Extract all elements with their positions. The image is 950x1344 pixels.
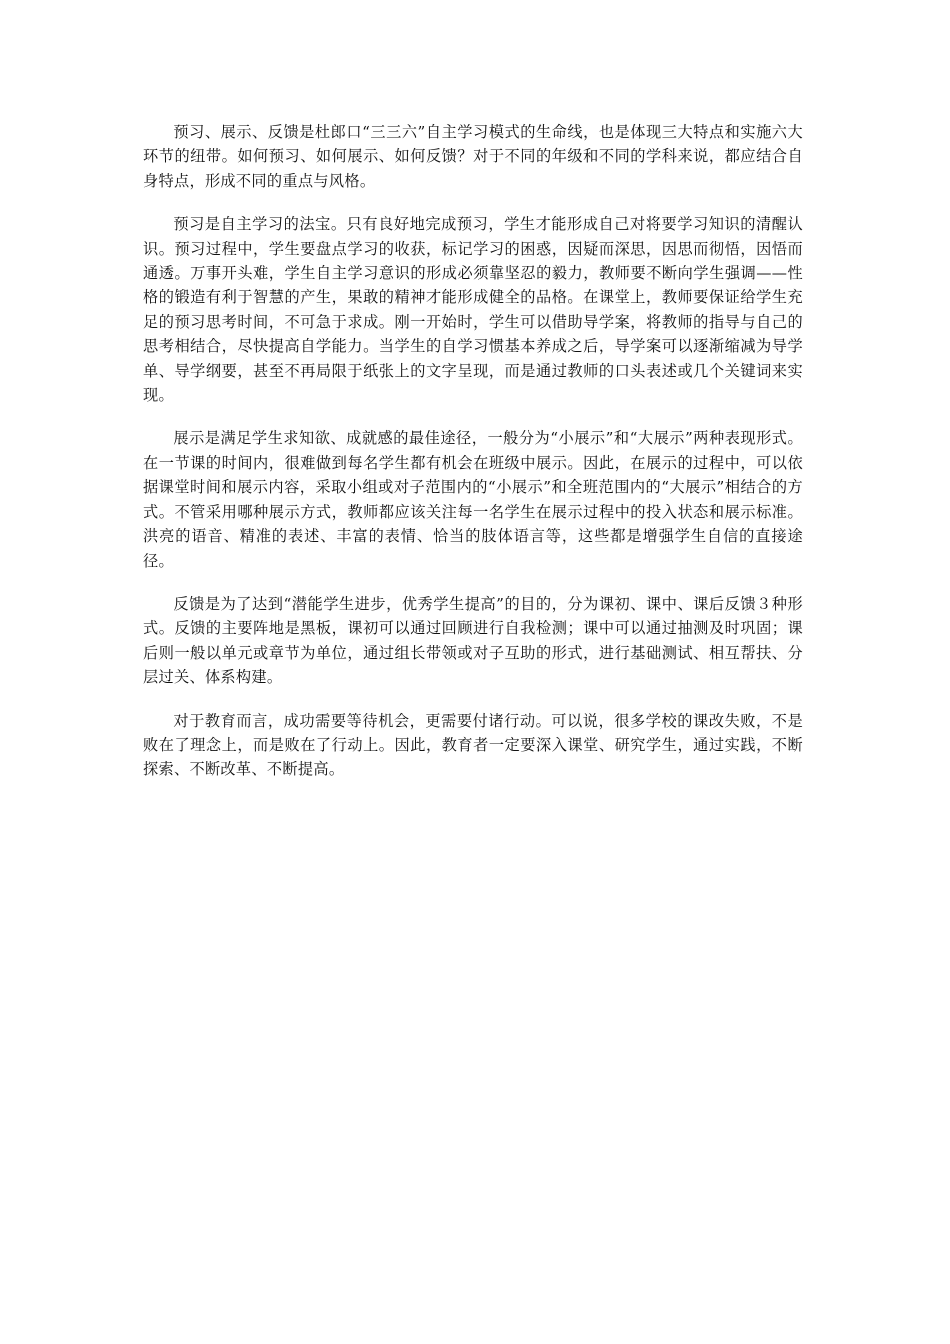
article-body <box>143 120 803 801</box>
paragraph-intro: 预习、展示、反馈是杜郎口“三三六”自主学习模式的生命线，也是体现三大特点和实施六大环节的纽带。如何预习、如何展示、如何反馈？对于不同的年级和不同的学科来说，都应结合自身特点，形成不同的重点与风格。 <box>143 123 803 190</box>
paragraph-conclusion: 对于教育而言，成功需要等待机会，更需要付诸行动。可以说，很多学校的课改失败，不是败在了理念上，而是败在了行动上。因此，教育者一定要深入课堂、研究学生，通过实践，不断探索、不断改革、不断提高。 <box>143 711 803 779</box>
paragraph-preview: 预习是自主学习的法宝。只有良好地完成预习，学生才能形成自己对将要学习知识的清醒认识。预习过程中，学生要盘点学习的收获，标记学习的困惑，因疑而深思，因思而彻悟，因悟而通透。万事开头难，学生自主学习意识的形成必须靠坚忍的毅力，教师要不断向学生强调——性格的锻造有利于智慧的产生，果敢的精神才能形成健全的品格。在课堂上，教师要保证给学生充足的预习思考时间，不可急于求成。刚一开始时，学生可以借助导学案，将教师的指导与自己的思考相结合，尽快提高自学能力。当学生的自学习惯基本养成之后，导学案可以逐渐缩减为导学单、导学纲要，甚至不再局限于纸张上的文字呈现，而是通过教师的口头表述或几个关键词来实现。 <box>143 215 803 405</box>
paragraph-display: 展示是满足学生求知欲、成就感的最佳途径，一般分为“小展示”和“大展示”两种表现形式。在一节课的时间内，很难做到每名学生都有机会在班级中展示。因此，在展示的过程中，可以依据课堂时间和展示内容，采取小组或对子范围内的“小展示”和全班范围内的“大展示”相结合的方式。不管采用哪种展示方式，教师都应该关注每一名学生在展示过程中的投入状态和展示标准。洪亮的语音、精准的表述、丰富的表情、恰当的肢体语言等，这些都是增强学生自信的直接途径。 <box>143 429 803 570</box>
paragraph-feedback: 反馈是为了达到“潜能学生进步，优秀学生提高”的目的，分为课初、课中、课后反馈３种形式。反馈的主要阵地是黑板，课初可以通过回顾进行自我检测；课中可以通过抽测及时巩固；课后则一般以单元或章节为单位，通过组长带领或对子互助的形式，进行基础测试、相互帮扶、分层过关、体系构建。 <box>143 594 803 687</box>
